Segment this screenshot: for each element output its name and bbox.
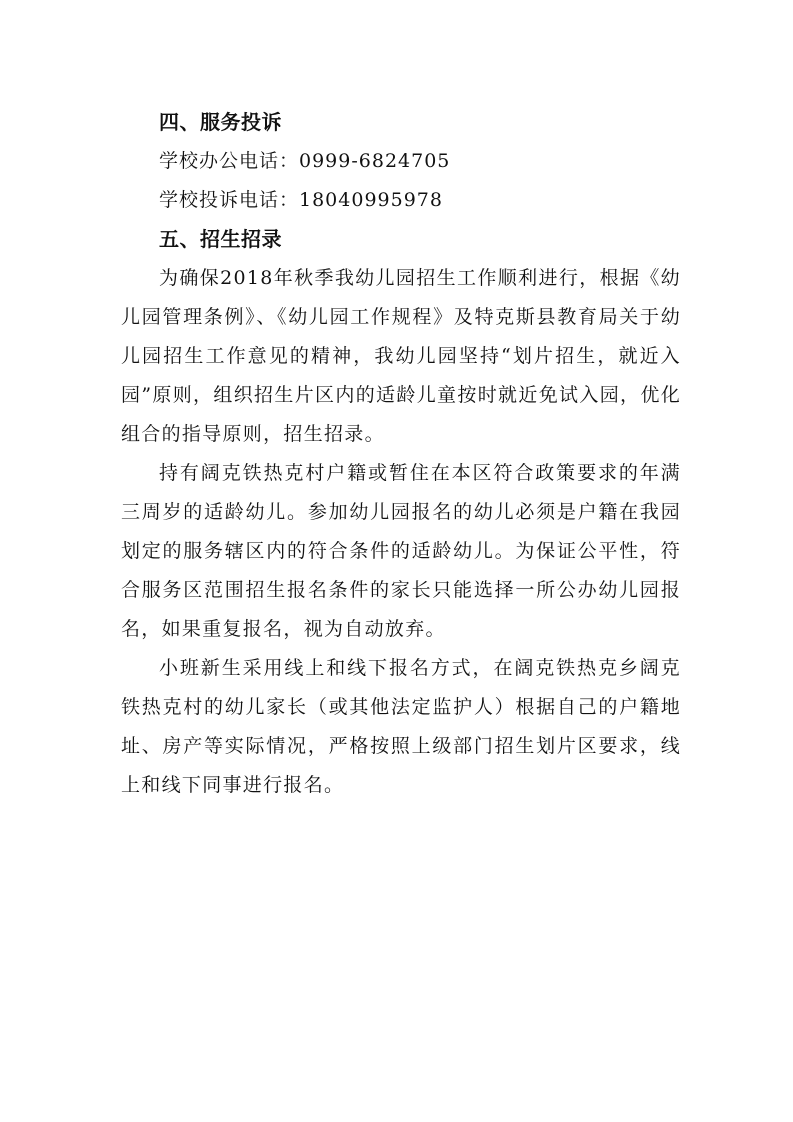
section-heading-enrollment: 五、招生招录 <box>159 227 282 251</box>
enrollment-paragraph-1: 为确保2018年秋季我幼儿园招生工作顺利进行，根据《幼儿园管理条例》、《幼儿园工作规程》及特克斯县教育局关于幼儿园招生工作意见的精神，我幼儿园坚持“划片招生，就近入园”原则，组织招生片区内的适龄儿童按时就近免试入园，优化组合的指导原则，招生招录。 <box>121 267 681 445</box>
enrollment-paragraph-2: 持有阔克铁热克村户籍或暂住在本区符合政策要求的年满三周岁的适龄幼儿。参加幼儿园报名的幼儿必须是户籍在我园划定的服务辖区内的符合条件的适龄幼儿。为保证公平性，符合服务区范围招生报名条件的家长只能选择一所公办幼儿园报名，如果重复报名，视为自动放弃。 <box>121 462 681 640</box>
document-body <box>121 103 681 805</box>
complaint-phone-line: 学校投诉电话：18040995978 <box>159 189 443 211</box>
enrollment-paragraph-3: 小班新生采用线上和线下报名方式，在阔克铁热克乡阔克铁热克村的幼儿家长（或其他法定监护人）根据自己的户籍地址、房产等实际情况，严格按照上级部门招生划片区要求，线上和线下同事进行报名。 <box>121 657 681 796</box>
office-phone-line: 学校办公电话：0999-6824705 <box>159 150 451 172</box>
section-heading-complaints: 四、服务投诉 <box>159 110 282 134</box>
